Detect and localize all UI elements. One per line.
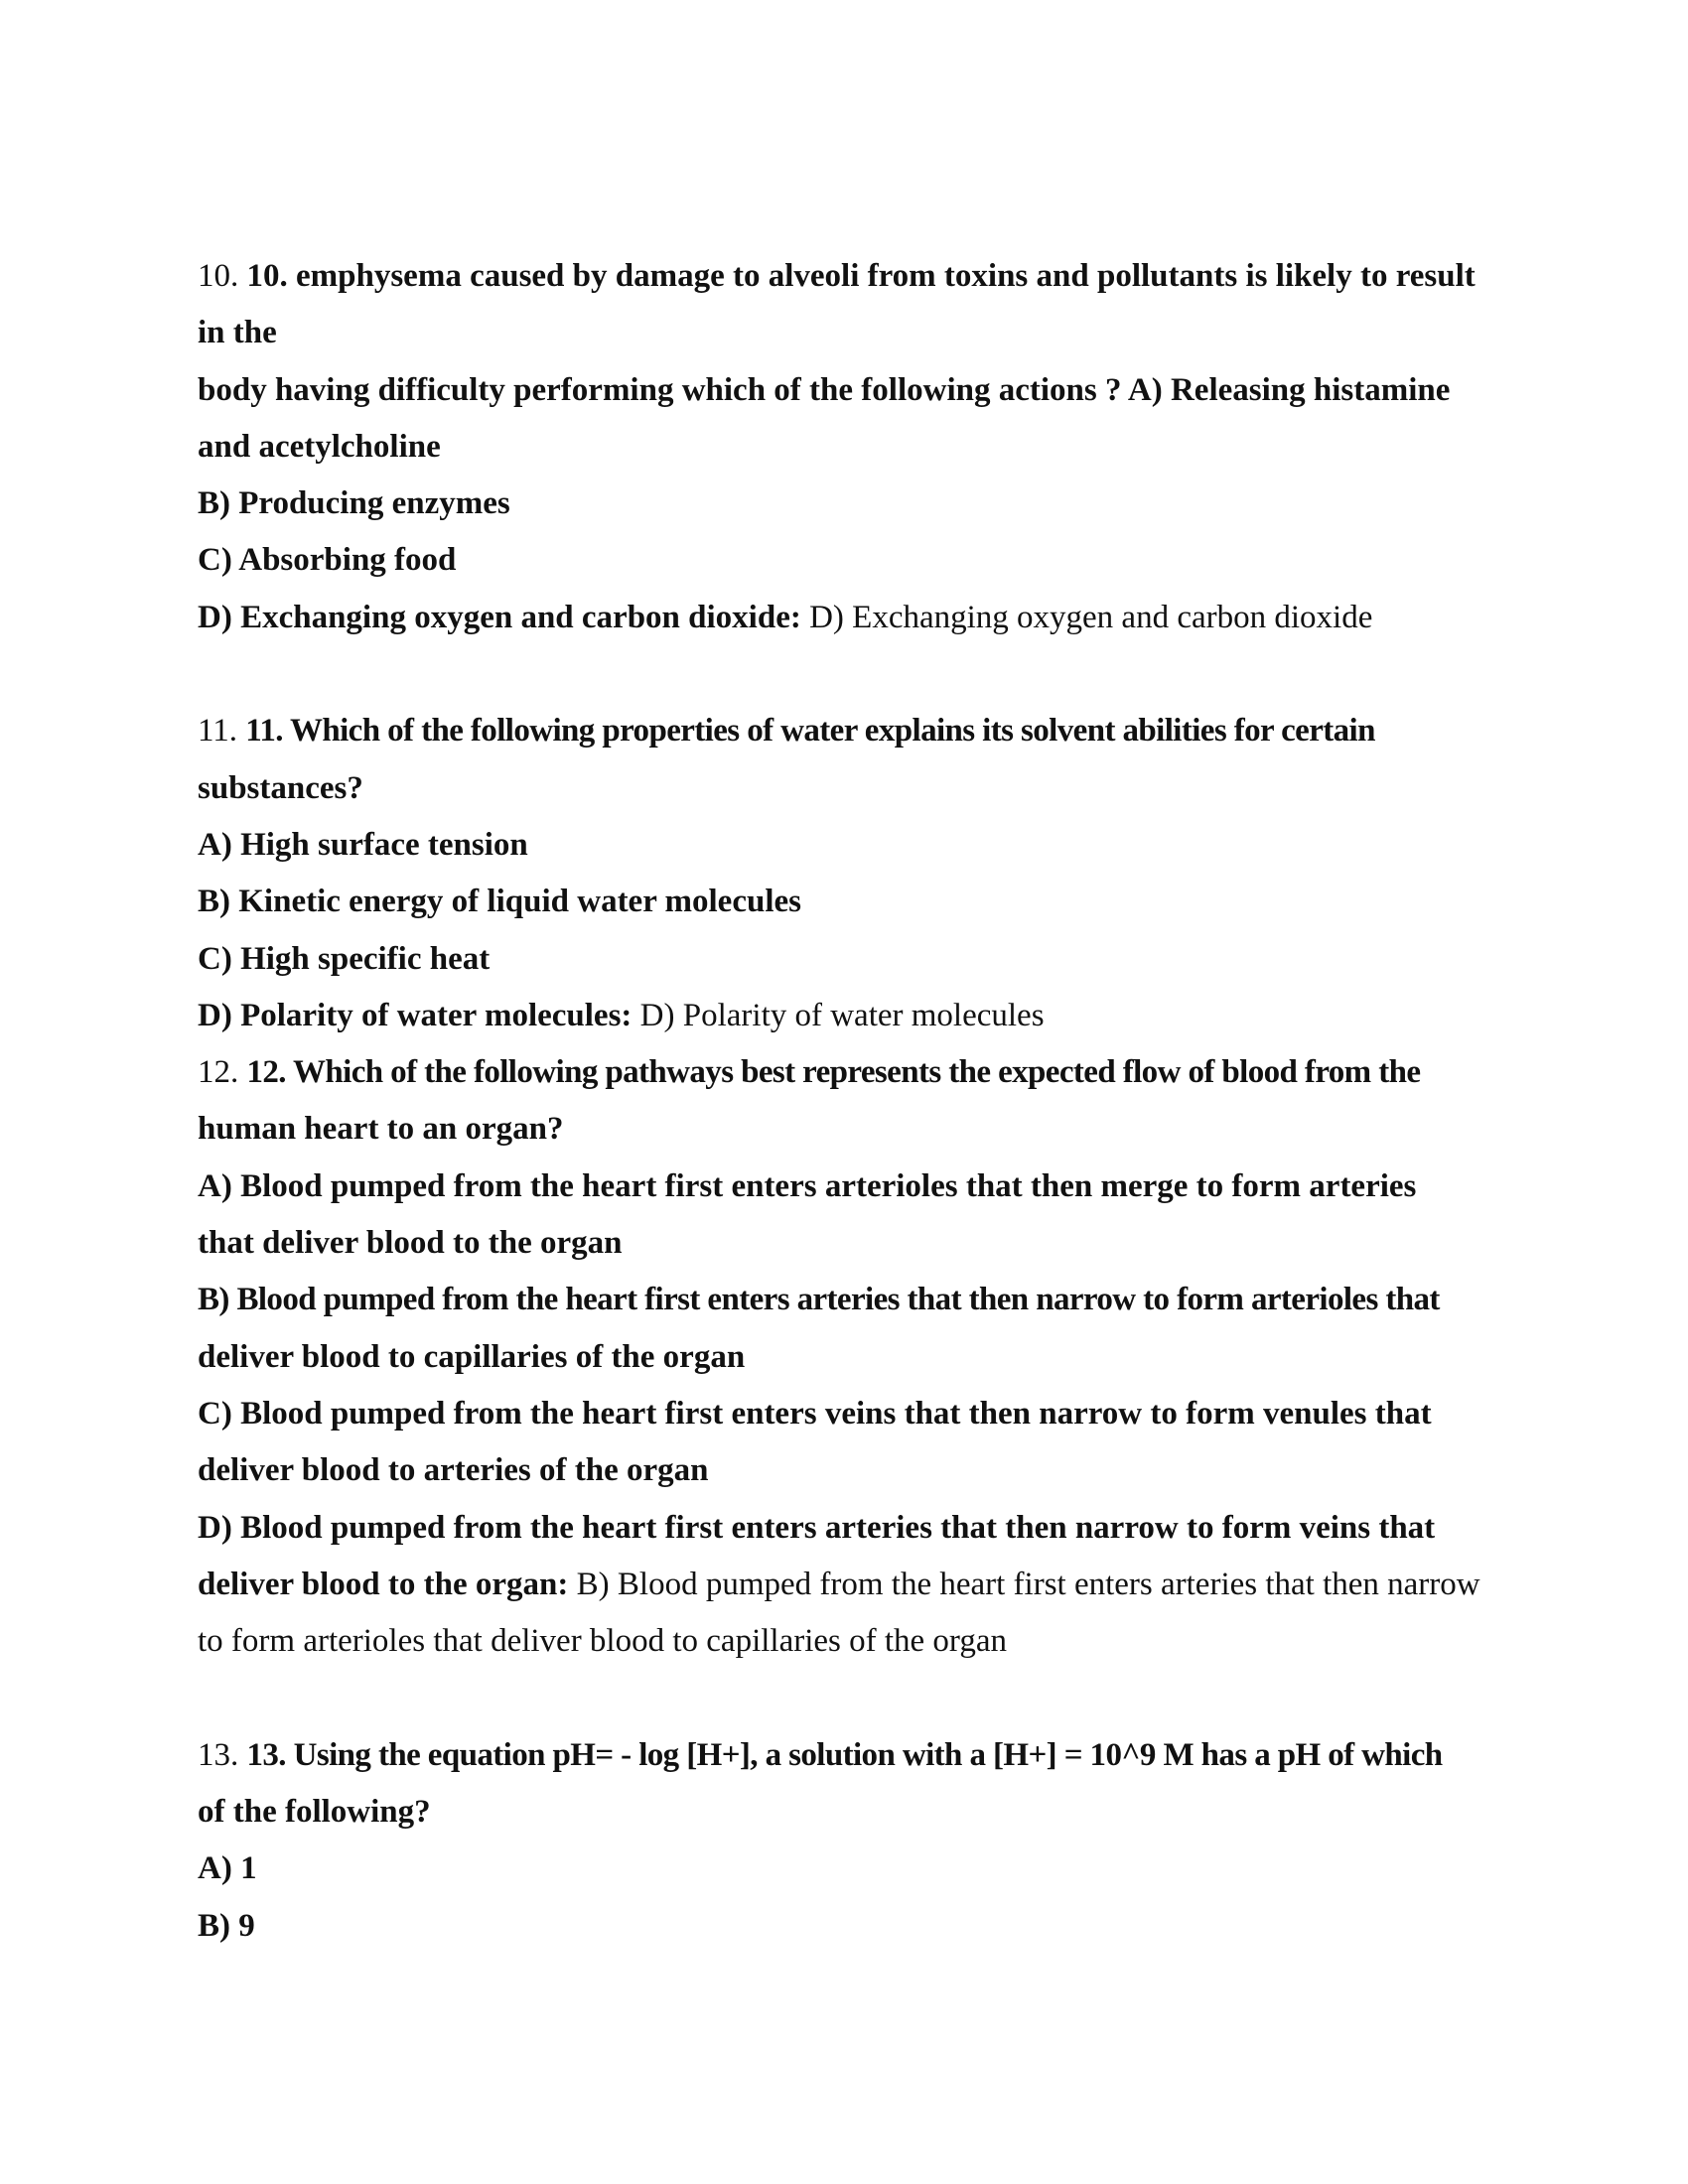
option-b: B) Producing enzymes: [198, 485, 510, 522]
answer-text: D) Exchanging oxygen and carbon dioxide: [809, 599, 1373, 635]
question-stem-line: [198, 1044, 1498, 1101]
option-d: D) Exchanging oxygen and carbon dioxide:: [198, 599, 801, 635]
option-a: A) High surface tension: [198, 826, 528, 863]
option-d: D) Polarity of water molecules:: [198, 997, 633, 1033]
question-13: [198, 1727, 1498, 1955]
option-b-cont: deliver blood to capillaries of the organ: [198, 1338, 746, 1375]
option-a-cont: that deliver blood to the organ: [198, 1225, 623, 1262]
answer-text: B) Blood pumped from the heart first enters arteries that then narrow: [576, 1566, 1480, 1602]
option-d: D) Blood pumped from the heart first enters arteries that then narrow to form veins that: [198, 1509, 1436, 1546]
question-10: [198, 248, 1498, 646]
question-text: substances?: [198, 769, 363, 806]
option-d-with-answer: [198, 590, 1498, 646]
option-c: C) High specific heat: [198, 940, 491, 977]
question-12: [198, 1044, 1498, 1670]
question-text: 12. Which of the following pathways best represents the expected flow of blood from the: [246, 1054, 1421, 1091]
option-c: C) Absorbing food: [198, 542, 457, 579]
option-c: C) Blood pumped from the heart first enters veins that then narrow to form venules that: [198, 1395, 1432, 1432]
answer-text-cont: to form arterioles that deliver blood to capillaries of the organ: [198, 1623, 1007, 1660]
option-d-with-answer: [198, 1557, 1498, 1613]
question-text: body having difficulty performing which of the following actions ? A) Releasing histamine: [198, 371, 1451, 408]
question-text: 10. emphysema caused by damage to alveoli from toxins and pollutants is likely to result: [246, 258, 1476, 294]
question-text: and acetylcholine: [198, 428, 441, 465]
question-number: 12.: [198, 1054, 239, 1091]
answer-text: D) Polarity of water molecules: [639, 997, 1045, 1033]
option-b: B) Kinetic energy of liquid water molecules: [198, 884, 801, 920]
question-11: [198, 703, 1498, 1044]
option-d-cont: deliver blood to the organ:: [198, 1566, 569, 1602]
option-a: A) Blood pumped from the heart first enters arterioles that then merge to form arteries: [198, 1167, 1417, 1204]
quiz-document: [198, 248, 1498, 1955]
option-a: A) 1: [198, 1850, 257, 1887]
question-text: of the following?: [198, 1794, 431, 1831]
question-stem-line: [198, 703, 1498, 759]
option-b: B) Blood pumped from the heart first enters arteries that then narrow to form arterioles that: [198, 1282, 1440, 1318]
question-text: 11. Which of the following properties of water explains its solvent abilities for certain: [245, 713, 1375, 750]
question-text: in the: [198, 315, 277, 351]
option-d-with-answer: [198, 988, 1498, 1044]
option-c-cont: deliver blood to arteries of the organ: [198, 1452, 709, 1489]
question-stem-line: [198, 248, 1498, 305]
question-number: 13.: [198, 1736, 239, 1773]
question-number: 11.: [198, 713, 238, 750]
question-stem-line: [198, 1727, 1498, 1784]
question-number: 10.: [198, 258, 239, 294]
option-b: B) 9: [198, 1907, 255, 1944]
question-text: human heart to an organ?: [198, 1111, 564, 1148]
question-text: 13. Using the equation pH= - log [H+], a solution with a [H+] = 10^9 M has a pH of which: [246, 1736, 1443, 1773]
